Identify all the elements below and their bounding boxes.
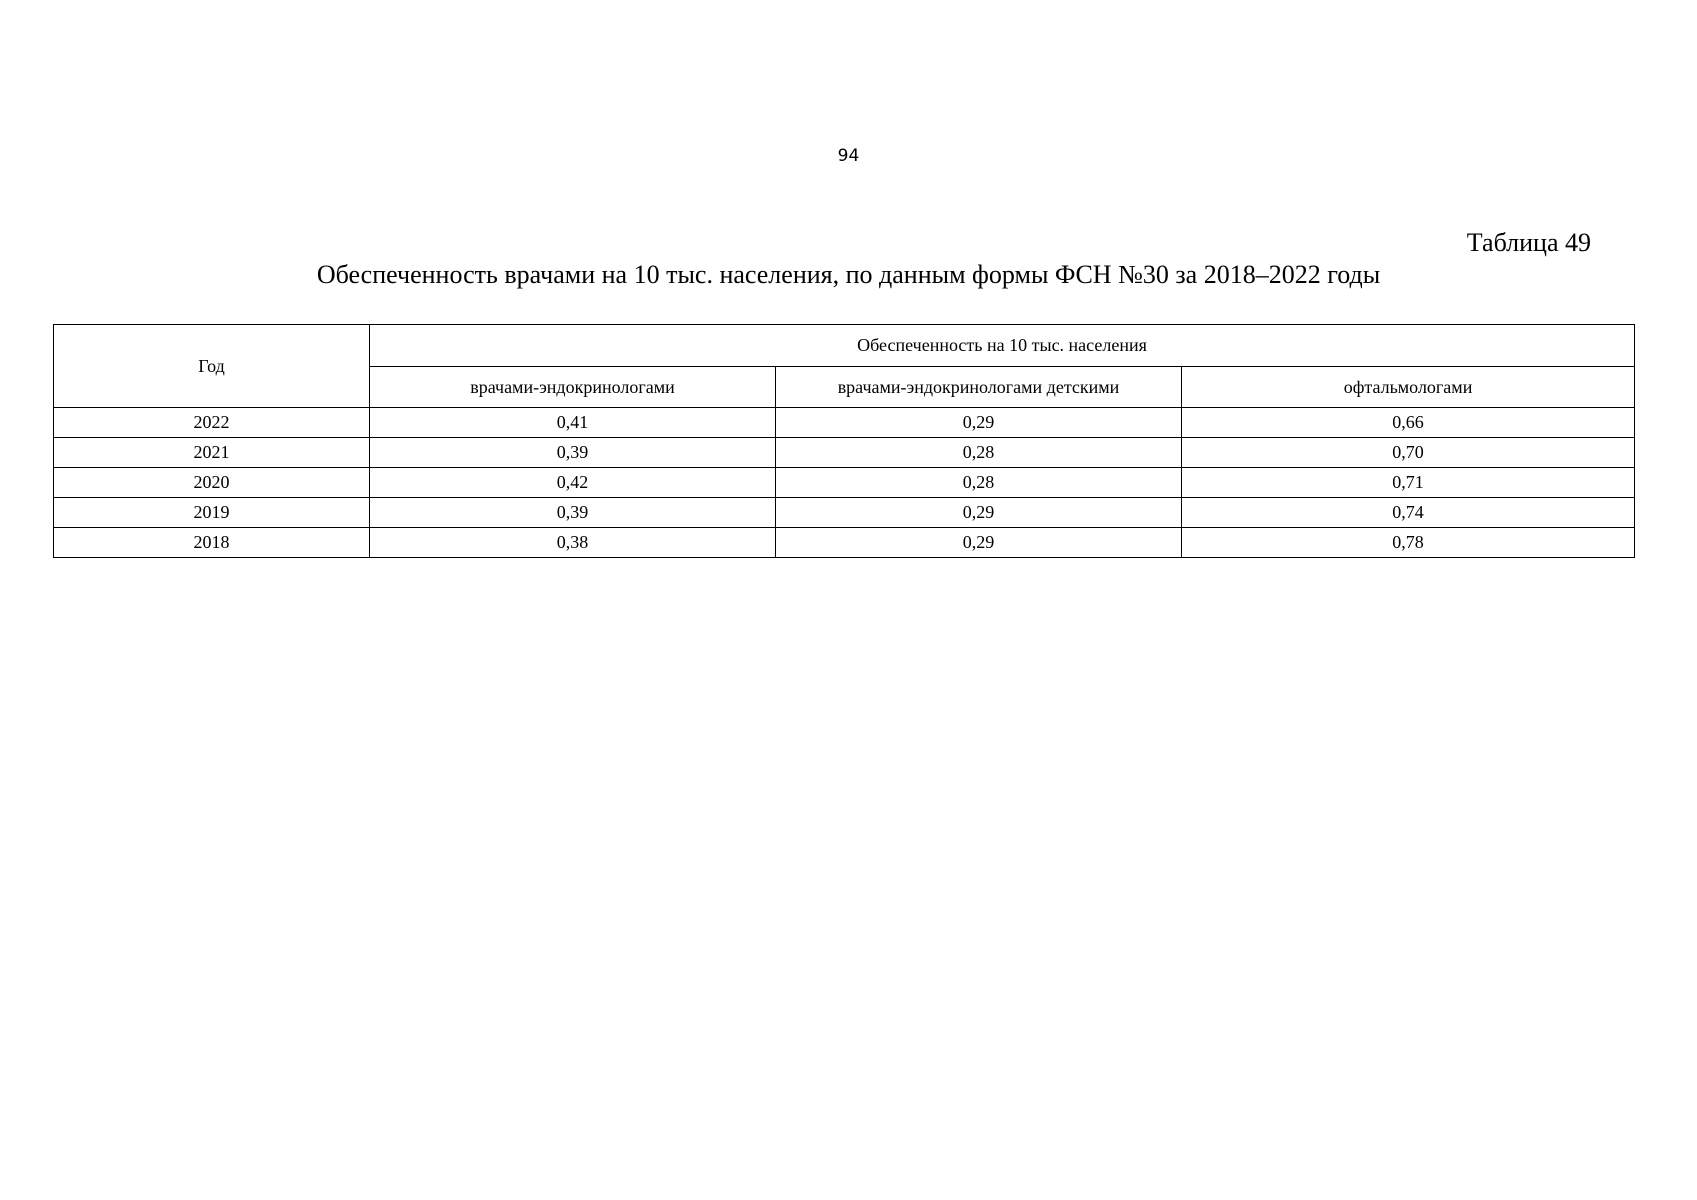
table-row (54, 438, 1635, 468)
group-header: Обеспеченность на 10 тыс. населения (370, 325, 1635, 367)
value-cell: 0,28 (776, 468, 1182, 498)
year-cell: 2020 (54, 468, 370, 498)
value-cell: 0,70 (1182, 438, 1635, 468)
value-cell: 0,39 (370, 498, 776, 528)
year-header: Год (54, 325, 370, 408)
year-cell: 2022 (54, 408, 370, 438)
value-cell: 0,29 (776, 528, 1182, 558)
table-title: Обеспеченность врачами на 10 тыс. населения, по данным формы ФСН №30 за 2018–2022 годы (316, 260, 1381, 289)
column-header-pediatric-endocrinologists: врачами-эндокринологами детскими (776, 367, 1182, 408)
value-cell: 0,74 (1182, 498, 1635, 528)
value-cell: 0,29 (776, 408, 1182, 438)
year-cell: 2019 (54, 498, 370, 528)
value-cell: 0,29 (776, 498, 1182, 528)
value-cell: 0,38 (370, 528, 776, 558)
value-cell: 0,71 (1182, 468, 1635, 498)
column-header-endocrinologists: врачами-эндокринологами (370, 367, 776, 408)
value-cell: 0,28 (776, 438, 1182, 468)
value-cell: 0,66 (1182, 408, 1635, 438)
header-row-group (54, 325, 1635, 367)
table-row (54, 408, 1635, 438)
year-cell: 2021 (54, 438, 370, 468)
value-cell: 0,42 (370, 468, 776, 498)
table-row (54, 468, 1635, 498)
data-table (53, 324, 1635, 558)
table-row (54, 498, 1635, 528)
table-label: Таблица 49 (1466, 228, 1591, 257)
page-number: 94 (837, 146, 860, 166)
value-cell: 0,78 (1182, 528, 1635, 558)
value-cell: 0,41 (370, 408, 776, 438)
column-header-ophthalmologists: офтальмологами (1182, 367, 1635, 408)
table-row (54, 528, 1635, 558)
year-cell: 2018 (54, 528, 370, 558)
value-cell: 0,39 (370, 438, 776, 468)
